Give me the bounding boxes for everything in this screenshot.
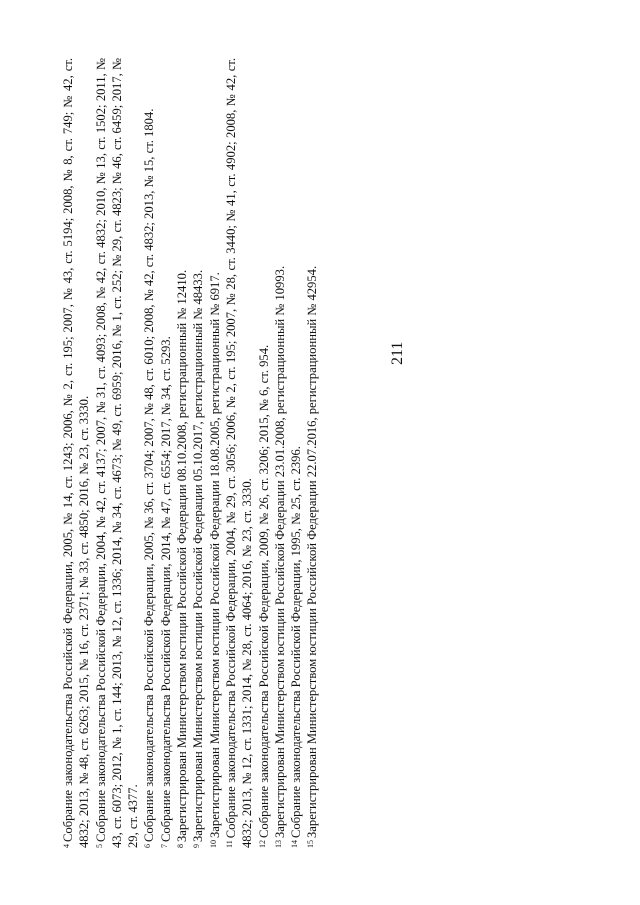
footnote-6 [141,58,157,848]
page-number: 211 [389,341,406,365]
footnote-text: Зарегистрирован Министерством юстиции Российской Федерации 18.08.2005, регистрационный № 6917. [207,272,222,838]
footnote-text: Собрание законодательства Российской Федерации, 1995, № 25, ст. 2396. [289,446,304,838]
footnote-marker: 10 [208,840,218,848]
footnote-9 [190,58,206,848]
footnote-marker: 9 [192,844,202,848]
footnote-text: Собрание законодательства Российской Федерации, 2005, № 36, ст. 3704; 2007, № 48, ст. 6010; 2008, № 42, ст. 4832; 2013, № 15, ст. 1804. [142,108,157,842]
footnote-marker: 6 [143,844,153,848]
footnote-marker: 4 [62,844,71,848]
footnote-14 [288,58,304,848]
footnote-text: Собрание законодательства Российской Федерации, 2004, № 29, ст. 3056; 2006, № 2, ст. 195; 2007, № 28, ст. 3440; № 41, ст. 4902; 2008, № 42, ст. 4832; 2013, № 12, ст. 1331; 2014, № 28, ст. 4064; 2016, № 23, ст. 3330. [223,58,255,848]
footnote-15 [304,58,320,848]
footnote-text: Собрание законодательства Российской Федерации, 2014, № 47, ст. 6554; 2017, № 34, ст. 5293. [158,336,173,842]
footnote-7 [158,58,174,848]
footnote-text: Собрание законодательства Российской Федерации, 2009, № 26, ст. 3206; 2015, № 6, ст. 954. [256,344,271,838]
footnote-text: Зарегистрирован Министерством юстиции Российской Федерации 05.10.2017, регистрационный № 48433. [191,269,206,842]
footnote-marker: 5 [94,844,104,848]
footnote-text: Собрание законодательства Российской Федерации, 2004, № 42, ст. 4137; 2007, № 31, ст. 4093; 2008, № 42, ст. 4832; 2010, № 13, ст. 1502; 2011, № 43, ст. 6073; 2012, № 1, ст. 144; 2013, № 12, ст. 1336; 2014, № 34, ст. 4673; № 49, ст. 6959; 2016, № 1, ст. 252; № 29, ст. 4823; № 46, ст. 6459; 2017, № 29, ст. 4377. [93,58,141,848]
footnote-marker: 13 [273,840,283,848]
footnote-text: Зарегистрирован Министерством юстиции Российской Федерации 23.01.2008, регистрационный № 10993. [272,265,287,838]
footnote-12 [256,58,272,848]
footnotes-block [60,58,321,848]
footnote-5 [93,58,142,848]
footnote-marker: 15 [306,840,316,848]
footnote-4 [60,58,93,848]
footnote-list [60,58,321,848]
footnote-marker: 8 [176,844,186,848]
footnote-11 [223,58,256,848]
footnote-text: Зарегистрирован Министерством юстиции Российской Федерации 22.07.2016, регистрационный № 42954. [305,265,320,838]
footnote-text: Собрание законодательства Российской Федерации, 2005, № 14, ст. 1243; 2006, № 2, ст. 195; 2007, № 43, ст. 5194; 2008, № 8, ст. 749; № 42, ст. 4832; 2013, № 48, ст. 6263; 2015, № 16, ст. 2371; № 33, ст. 4850; 2016, № 23, ст. 3330. [61,58,92,848]
footnote-marker: 7 [159,844,169,848]
footnote-8 [174,58,190,848]
footnote-text: Зарегистрирован Министерством юстиции Российской Федерации 08.10.2008, регистрационный № 12410. [175,269,190,842]
footnote-10 [207,58,223,848]
footnote-marker: 11 [224,840,234,848]
footnote-marker: 14 [290,840,300,848]
footnote-marker: 12 [257,840,267,848]
footnote-13 [272,58,288,848]
